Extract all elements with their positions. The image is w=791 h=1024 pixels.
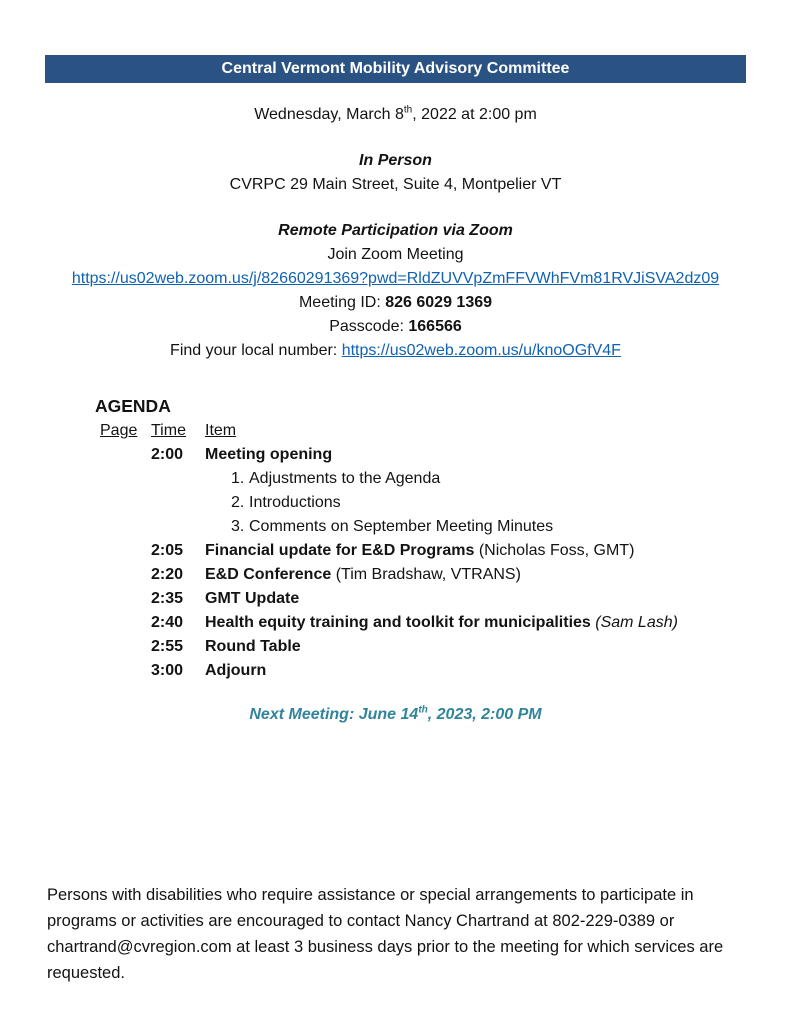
- agenda-time: 2:40: [151, 614, 184, 631]
- meeting-date-suffix: , 2022 at 2:00 pm: [412, 106, 537, 123]
- agenda-section: [95, 393, 746, 683]
- agenda-item-cell: [205, 611, 746, 635]
- agenda-row: [100, 635, 746, 659]
- agenda-row: [100, 587, 746, 611]
- passcode-value: 166566: [408, 318, 462, 335]
- agenda-item-title: GMT Update: [205, 590, 300, 607]
- agenda-page-cell: [100, 563, 151, 587]
- local-number-label: Find your local number:: [170, 342, 342, 359]
- agenda-column-headers: [100, 419, 746, 443]
- agenda-item-title: E&D Conference: [205, 566, 332, 583]
- agenda-time: 2:35: [151, 590, 184, 607]
- agenda-row: [100, 563, 746, 587]
- agenda-item-cell: [205, 443, 746, 539]
- agenda-item-title: Meeting opening: [205, 446, 333, 463]
- agenda-rows: [95, 443, 746, 683]
- agenda-sub-item: [205, 467, 746, 491]
- agenda-sub-item-number: 1.: [231, 470, 245, 487]
- agenda-item-detail: (Tim Bradshaw, VTRANS): [331, 566, 521, 583]
- agenda-page-cell: [100, 587, 151, 611]
- agenda-item-detail: (Nicholas Foss, GMT): [474, 542, 635, 559]
- agenda-row: [100, 659, 746, 683]
- agenda-time: 2:55: [151, 638, 184, 655]
- next-meeting-superscript: th: [418, 704, 428, 716]
- passcode-label: Passcode:: [329, 318, 409, 335]
- agenda-col-time: Time: [151, 422, 186, 439]
- agenda-sub-item: [205, 491, 746, 515]
- agenda-item-cell: [205, 563, 746, 587]
- agenda-time: 2:00: [151, 446, 184, 463]
- agenda-sub-item-number: 2.: [231, 494, 245, 511]
- agenda-time: 2:05: [151, 542, 184, 559]
- meeting-id-value: 826 6029 1369: [385, 294, 493, 311]
- passcode-line: [0, 315, 791, 339]
- agenda-title: AGENDA: [95, 396, 171, 416]
- agenda-page-cell: [100, 635, 151, 659]
- next-meeting-suffix: , 2023, 2:00 PM: [427, 706, 542, 723]
- agenda-sub-item-text: Adjustments to the Agenda: [249, 470, 441, 487]
- meeting-date-text: Wednesday, March 8: [254, 106, 404, 123]
- agenda-row: [100, 539, 746, 563]
- meeting-date-superscript: th: [403, 104, 413, 116]
- agenda-item-title: Financial update for E&D Programs: [205, 542, 475, 559]
- agenda-sub-item-number: 3.: [231, 518, 245, 535]
- in-person-heading: In Person: [359, 152, 432, 169]
- agenda-item-detail: (Sam Lash): [590, 614, 678, 631]
- agenda-item-cell: [205, 587, 746, 611]
- local-number-link[interactable]: https://us02web.zoom.us/u/knoOGfV4F: [341, 342, 621, 359]
- next-meeting-text: Next Meeting: June 14: [249, 706, 419, 723]
- next-meeting-line: [0, 703, 791, 727]
- agenda-page-cell: [100, 443, 151, 539]
- agenda-time: 3:00: [151, 662, 184, 679]
- agenda-col-page: Page: [100, 422, 138, 439]
- agenda-row: [100, 443, 746, 539]
- agenda-item-cell: [205, 659, 746, 683]
- local-number-line: [0, 339, 791, 363]
- agenda-item-title: Round Table: [205, 638, 301, 655]
- agenda-sub-list: [205, 467, 746, 539]
- join-zoom-link-line: [0, 267, 791, 291]
- remote-heading: Remote Participation via Zoom: [278, 222, 513, 239]
- agenda-col-item: Item: [205, 422, 237, 439]
- agenda-sub-item-text: Comments on September Meeting Minutes: [249, 518, 554, 535]
- agenda-page-cell: [100, 539, 151, 563]
- agenda-item-title: Health equity training and toolkit for municipalities: [205, 614, 591, 631]
- agenda-item-title: Adjourn: [205, 662, 267, 679]
- agenda-item-cell: [205, 539, 746, 563]
- meeting-date: [0, 103, 791, 127]
- accessibility-notice: Persons with disabilities who require assistance or special arrangements to participate in programs or activities are encouraged to contact Nancy Chartrand at 802-229-0389 or chartrand@cvregion.com at least 3 business days prior to the meeting for which services are requested.: [47, 886, 724, 982]
- page-title: Central Vermont Mobility Advisory Committee: [221, 60, 570, 77]
- in-person-address: CVRPC 29 Main Street, Suite 4, Montpelier VT: [229, 176, 562, 193]
- agenda-item-cell: [205, 635, 746, 659]
- title-bar: [45, 55, 746, 83]
- agenda-row: [100, 611, 746, 635]
- meeting-id-line: [0, 291, 791, 315]
- agenda-sub-item-text: Introductions: [249, 494, 341, 511]
- zoom-meeting-link[interactable]: https://us02web.zoom.us/j/82660291369?pwd=RldZUVVpZmFFVWhFVm81RVJiSVA2dz09: [71, 270, 720, 287]
- agenda-page-cell: [100, 611, 151, 635]
- meeting-id-label: Meeting ID:: [298, 294, 386, 311]
- agenda-time: 2:20: [151, 566, 184, 583]
- agenda-sub-item: [205, 515, 746, 539]
- agenda-page-cell: [100, 659, 151, 683]
- join-zoom-label: Join Zoom Meeting: [327, 246, 464, 263]
